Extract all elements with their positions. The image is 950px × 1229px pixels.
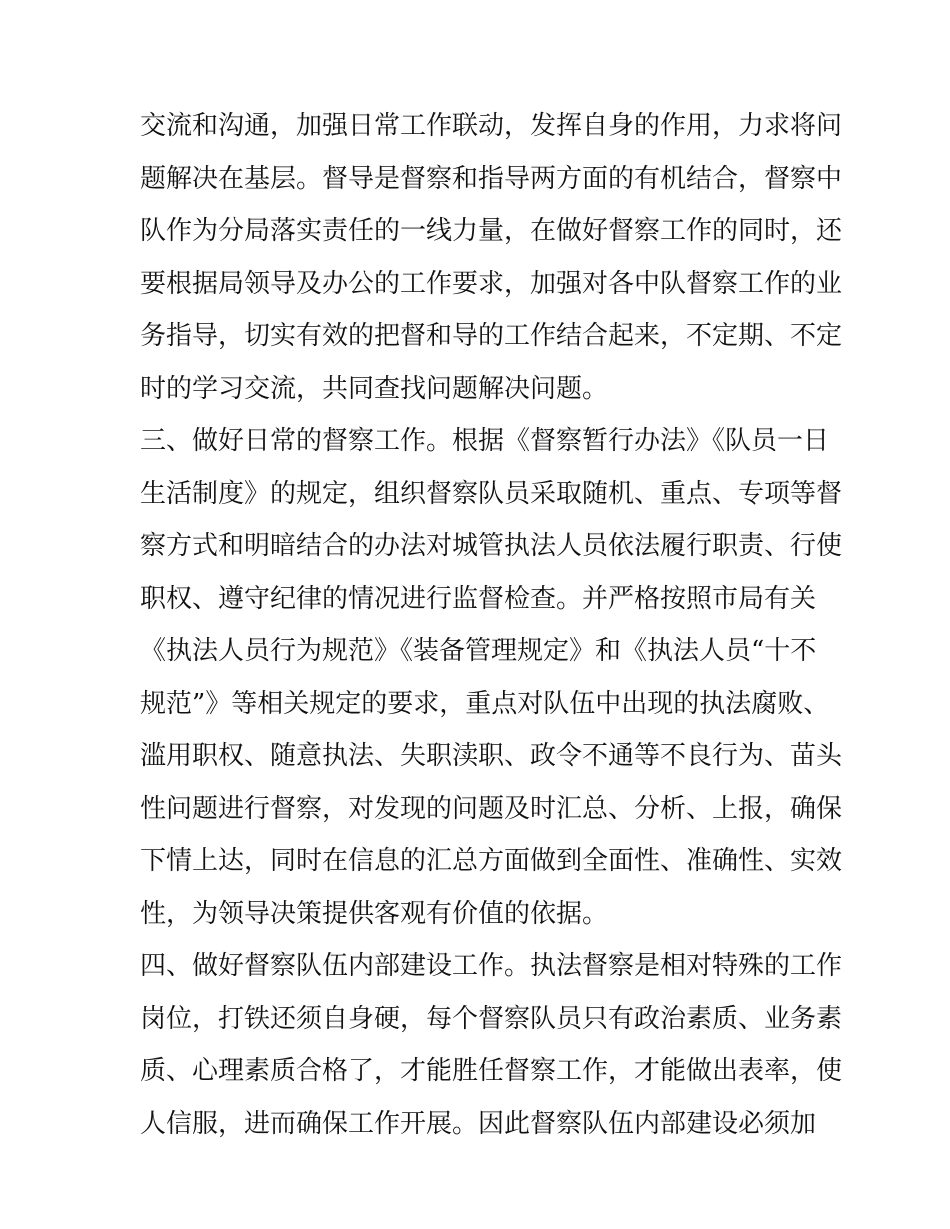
text-line: 性问题进行督察，对发现的问题及时汇总、分析、上报，确保 [140, 793, 843, 824]
text-line: 规范”》等相关规定的要求，重点对队伍中出现的执法腐败、 [140, 688, 830, 719]
text-line: 岗位，打铁还须自身硬，每个督察队员只有政治素质、业务素 [140, 1003, 843, 1034]
text-line: 务指导，切实有效的把督和导的工作结合起来，不定期、不定 [140, 321, 843, 351]
section-heading-line: 三、做好日常的督察工作。根据《督察暂行办法》《队员一日 [140, 426, 830, 456]
text-line: 《执法人员行为规范》《装备管理规定》和《执法人员“十不 [140, 636, 817, 666]
text-line: 要根据局领导及办公的工作要求，加强对各中队督察工作的业 [140, 268, 843, 299]
text-line: 队作为分局落实责任的一线力量，在做好督察工作的同时，还 [140, 216, 843, 246]
text-line: 下情上达，同时在信息的汇总方面做到全面性、准确性、实效 [140, 846, 843, 876]
text-line: 察方式和明暗结合的办法对城管执法人员依法履行职责、行使 [140, 531, 843, 561]
text-line: 质、心理素质合格了，才能胜任督察工作，才能做出表率，使 [140, 1056, 843, 1086]
document-body [140, 100, 843, 1150]
text-line: 性，为领导决策提供客观有价值的依据。 [140, 898, 609, 929]
text-line: 时的学习交流，共同查找问题解决问题。 [140, 373, 609, 404]
text-line: 交流和沟通，加强日常工作联动，发挥自身的作用，力求将问 [140, 111, 843, 141]
text-line: 滥用职权、随意执法、失职渎职、政令不通等不良行为、苗头 [140, 741, 843, 771]
text-line: 人信服，进而确保工作开展。因此督察队伍内部建设必须加 [140, 1108, 817, 1139]
text-line: 职权、遵守纪律的情况进行监督检查。并严格按照市局有关 [140, 583, 817, 614]
section-heading-line: 四、做好督察队伍内部建设工作。执法督察是相对特殊的工作 [140, 951, 843, 981]
text-line: 生活制度》的规定，组织督察队员采取随机、重点、专项等督 [140, 478, 843, 509]
text-line: 题解决在基层。督导是督察和指导两方面的有机结合，督察中 [140, 163, 843, 194]
